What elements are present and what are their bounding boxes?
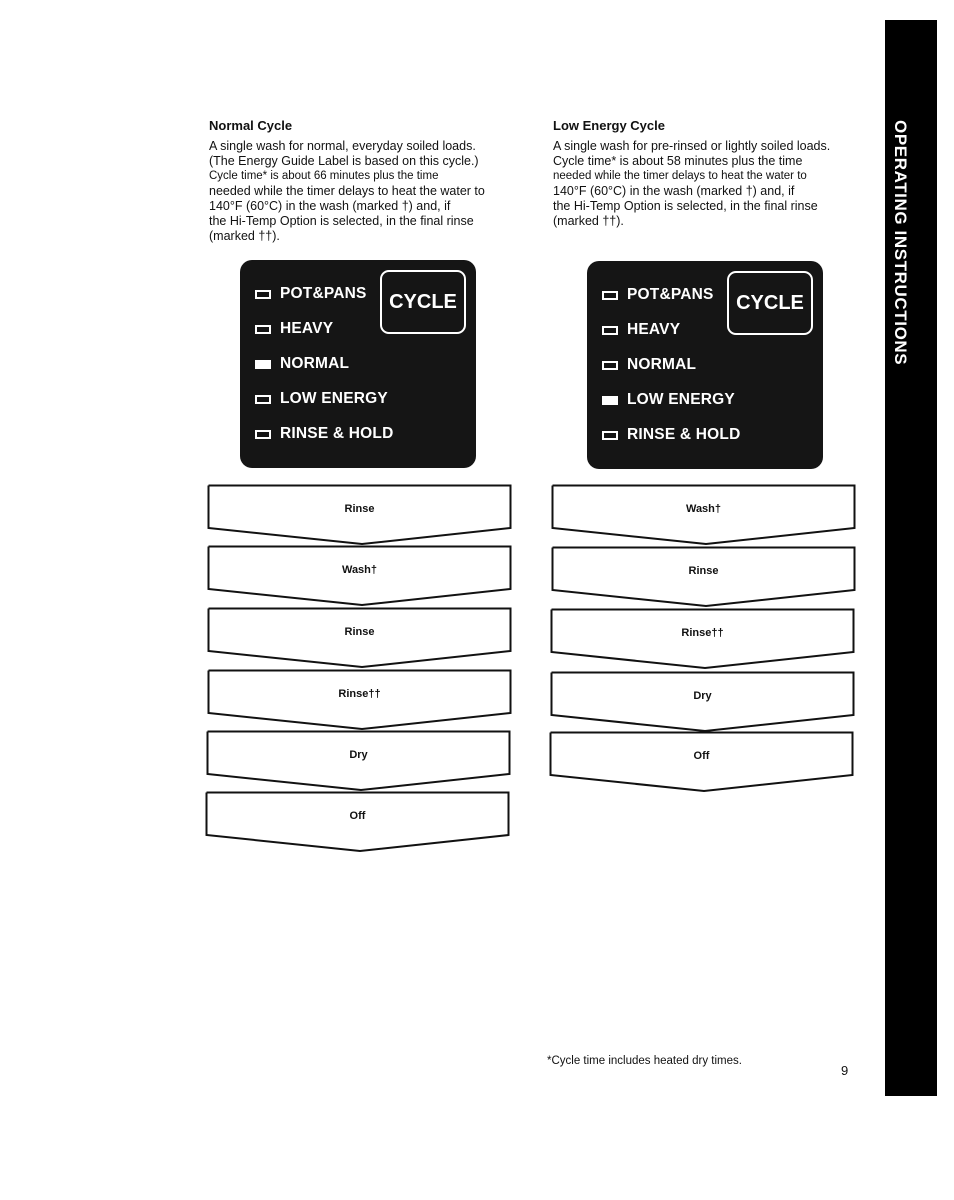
indicator-light-icon xyxy=(602,326,618,335)
chevron-box-icon xyxy=(207,669,512,731)
option-rinse-hold[interactable] xyxy=(255,424,394,444)
step-label: Rinse xyxy=(344,626,375,638)
flow-step xyxy=(207,545,512,607)
chevron-box-icon xyxy=(205,791,510,853)
indicator-light-on-icon xyxy=(602,396,618,405)
cycle-badge: CYCLE xyxy=(380,270,466,334)
flow-step xyxy=(550,671,855,733)
flow-step xyxy=(206,730,511,792)
chevron-box-icon xyxy=(550,608,855,670)
chevron-box-icon xyxy=(207,484,512,546)
description-line: Cycle time* is about 66 minutes plus the time xyxy=(209,170,439,182)
option-pot-pans[interactable] xyxy=(255,284,367,304)
description-line: (marked ††). xyxy=(553,214,624,228)
chevron-box-icon xyxy=(207,545,512,607)
indicator-light-on-icon xyxy=(255,360,271,369)
page-number: 9 xyxy=(841,1063,849,1078)
step-label: Dry xyxy=(693,690,712,702)
option-low-energy[interactable] xyxy=(255,389,388,409)
option-label: POT&PANS xyxy=(280,285,367,302)
chevron-box-icon xyxy=(206,730,511,792)
description-line: needed while the timer delays to heat the water to xyxy=(553,170,807,182)
flow-step xyxy=(549,731,854,793)
option-label: LOW ENERGY xyxy=(627,391,735,408)
flow-step xyxy=(551,546,856,608)
step-label: Dry xyxy=(349,749,368,761)
flow-step xyxy=(550,608,855,670)
step-label: Rinse xyxy=(344,503,375,515)
option-label: NORMAL xyxy=(280,355,350,372)
chevron-box-icon xyxy=(549,731,854,793)
description-line: Cycle time* is about 58 minutes plus the time xyxy=(553,154,803,168)
option-label: POT&PANS xyxy=(627,286,714,303)
chevron-box-icon xyxy=(207,607,512,669)
flow-step xyxy=(551,484,856,546)
option-label: RINSE & HOLD xyxy=(280,425,394,442)
step-label: Off xyxy=(349,810,366,822)
flow-step xyxy=(207,669,512,731)
indicator-light-icon xyxy=(602,361,618,370)
normal-cycle-section xyxy=(209,118,509,244)
indicator-light-icon xyxy=(255,430,271,439)
option-heavy[interactable] xyxy=(255,319,333,339)
description-line: A single wash for pre-rinsed or lightly soiled loads. xyxy=(553,139,831,153)
option-label: HEAVY xyxy=(280,320,334,337)
step-label: Rinse xyxy=(688,565,719,577)
description-line: (marked ††). xyxy=(209,229,280,243)
description-line: A single wash for normal, everyday soiled loads. xyxy=(209,139,476,153)
option-normal[interactable] xyxy=(602,355,696,375)
normal-cycle-description xyxy=(209,139,509,244)
indicator-light-icon xyxy=(255,395,271,404)
step-label: Wash† xyxy=(341,564,378,576)
indicator-light-icon xyxy=(602,431,618,440)
option-heavy[interactable] xyxy=(602,320,680,340)
step-label: Rinse†† xyxy=(338,688,381,700)
chevron-box-icon xyxy=(551,484,856,546)
description-line: 140°F (60°C) in the wash (marked †) and, if xyxy=(553,184,795,198)
description-line: the Hi-Temp Option is selected, in the final rinse xyxy=(209,214,474,228)
normal-cycle-control-panel xyxy=(240,260,476,468)
chevron-box-icon xyxy=(551,546,856,608)
low-energy-cycle-description xyxy=(553,139,853,229)
cycle-time-footnote: *Cycle time includes heated dry times. xyxy=(547,1055,742,1067)
cycle-badge: CYCLE xyxy=(727,271,813,335)
flow-step xyxy=(205,791,510,853)
description-line: the Hi-Temp Option is selected, in the final rinse xyxy=(553,199,818,213)
indicator-light-icon xyxy=(255,325,271,334)
step-label: Wash† xyxy=(685,503,722,515)
option-label: LOW ENERGY xyxy=(280,390,388,407)
option-pot-pans[interactable] xyxy=(602,285,714,305)
low-energy-cycle-heading: Low Energy Cycle xyxy=(553,118,665,133)
chevron-box-icon xyxy=(550,671,855,733)
side-tab-label: OPERATING INSTRUCTIONS xyxy=(891,120,910,366)
option-label: RINSE & HOLD xyxy=(627,426,741,443)
description-line: 140°F (60°C) in the wash (marked †) and, if xyxy=(209,199,451,213)
flow-step xyxy=(207,607,512,669)
indicator-light-icon xyxy=(602,291,618,300)
low-energy-cycle-section xyxy=(553,118,853,229)
indicator-light-icon xyxy=(255,290,271,299)
option-normal[interactable] xyxy=(255,354,349,374)
option-label: NORMAL xyxy=(627,356,697,373)
description-line: needed while the timer delays to heat the water to xyxy=(209,184,485,198)
step-label: Off xyxy=(693,750,710,762)
description-line: (The Energy Guide Label is based on this cycle.) xyxy=(209,154,479,168)
low-energy-control-panel xyxy=(587,261,823,469)
normal-cycle-heading: Normal Cycle xyxy=(209,118,293,133)
flow-step xyxy=(207,484,512,546)
option-rinse-hold[interactable] xyxy=(602,425,741,445)
option-low-energy[interactable] xyxy=(602,390,735,410)
option-label: HEAVY xyxy=(627,321,681,338)
step-label: Rinse†† xyxy=(681,627,724,639)
